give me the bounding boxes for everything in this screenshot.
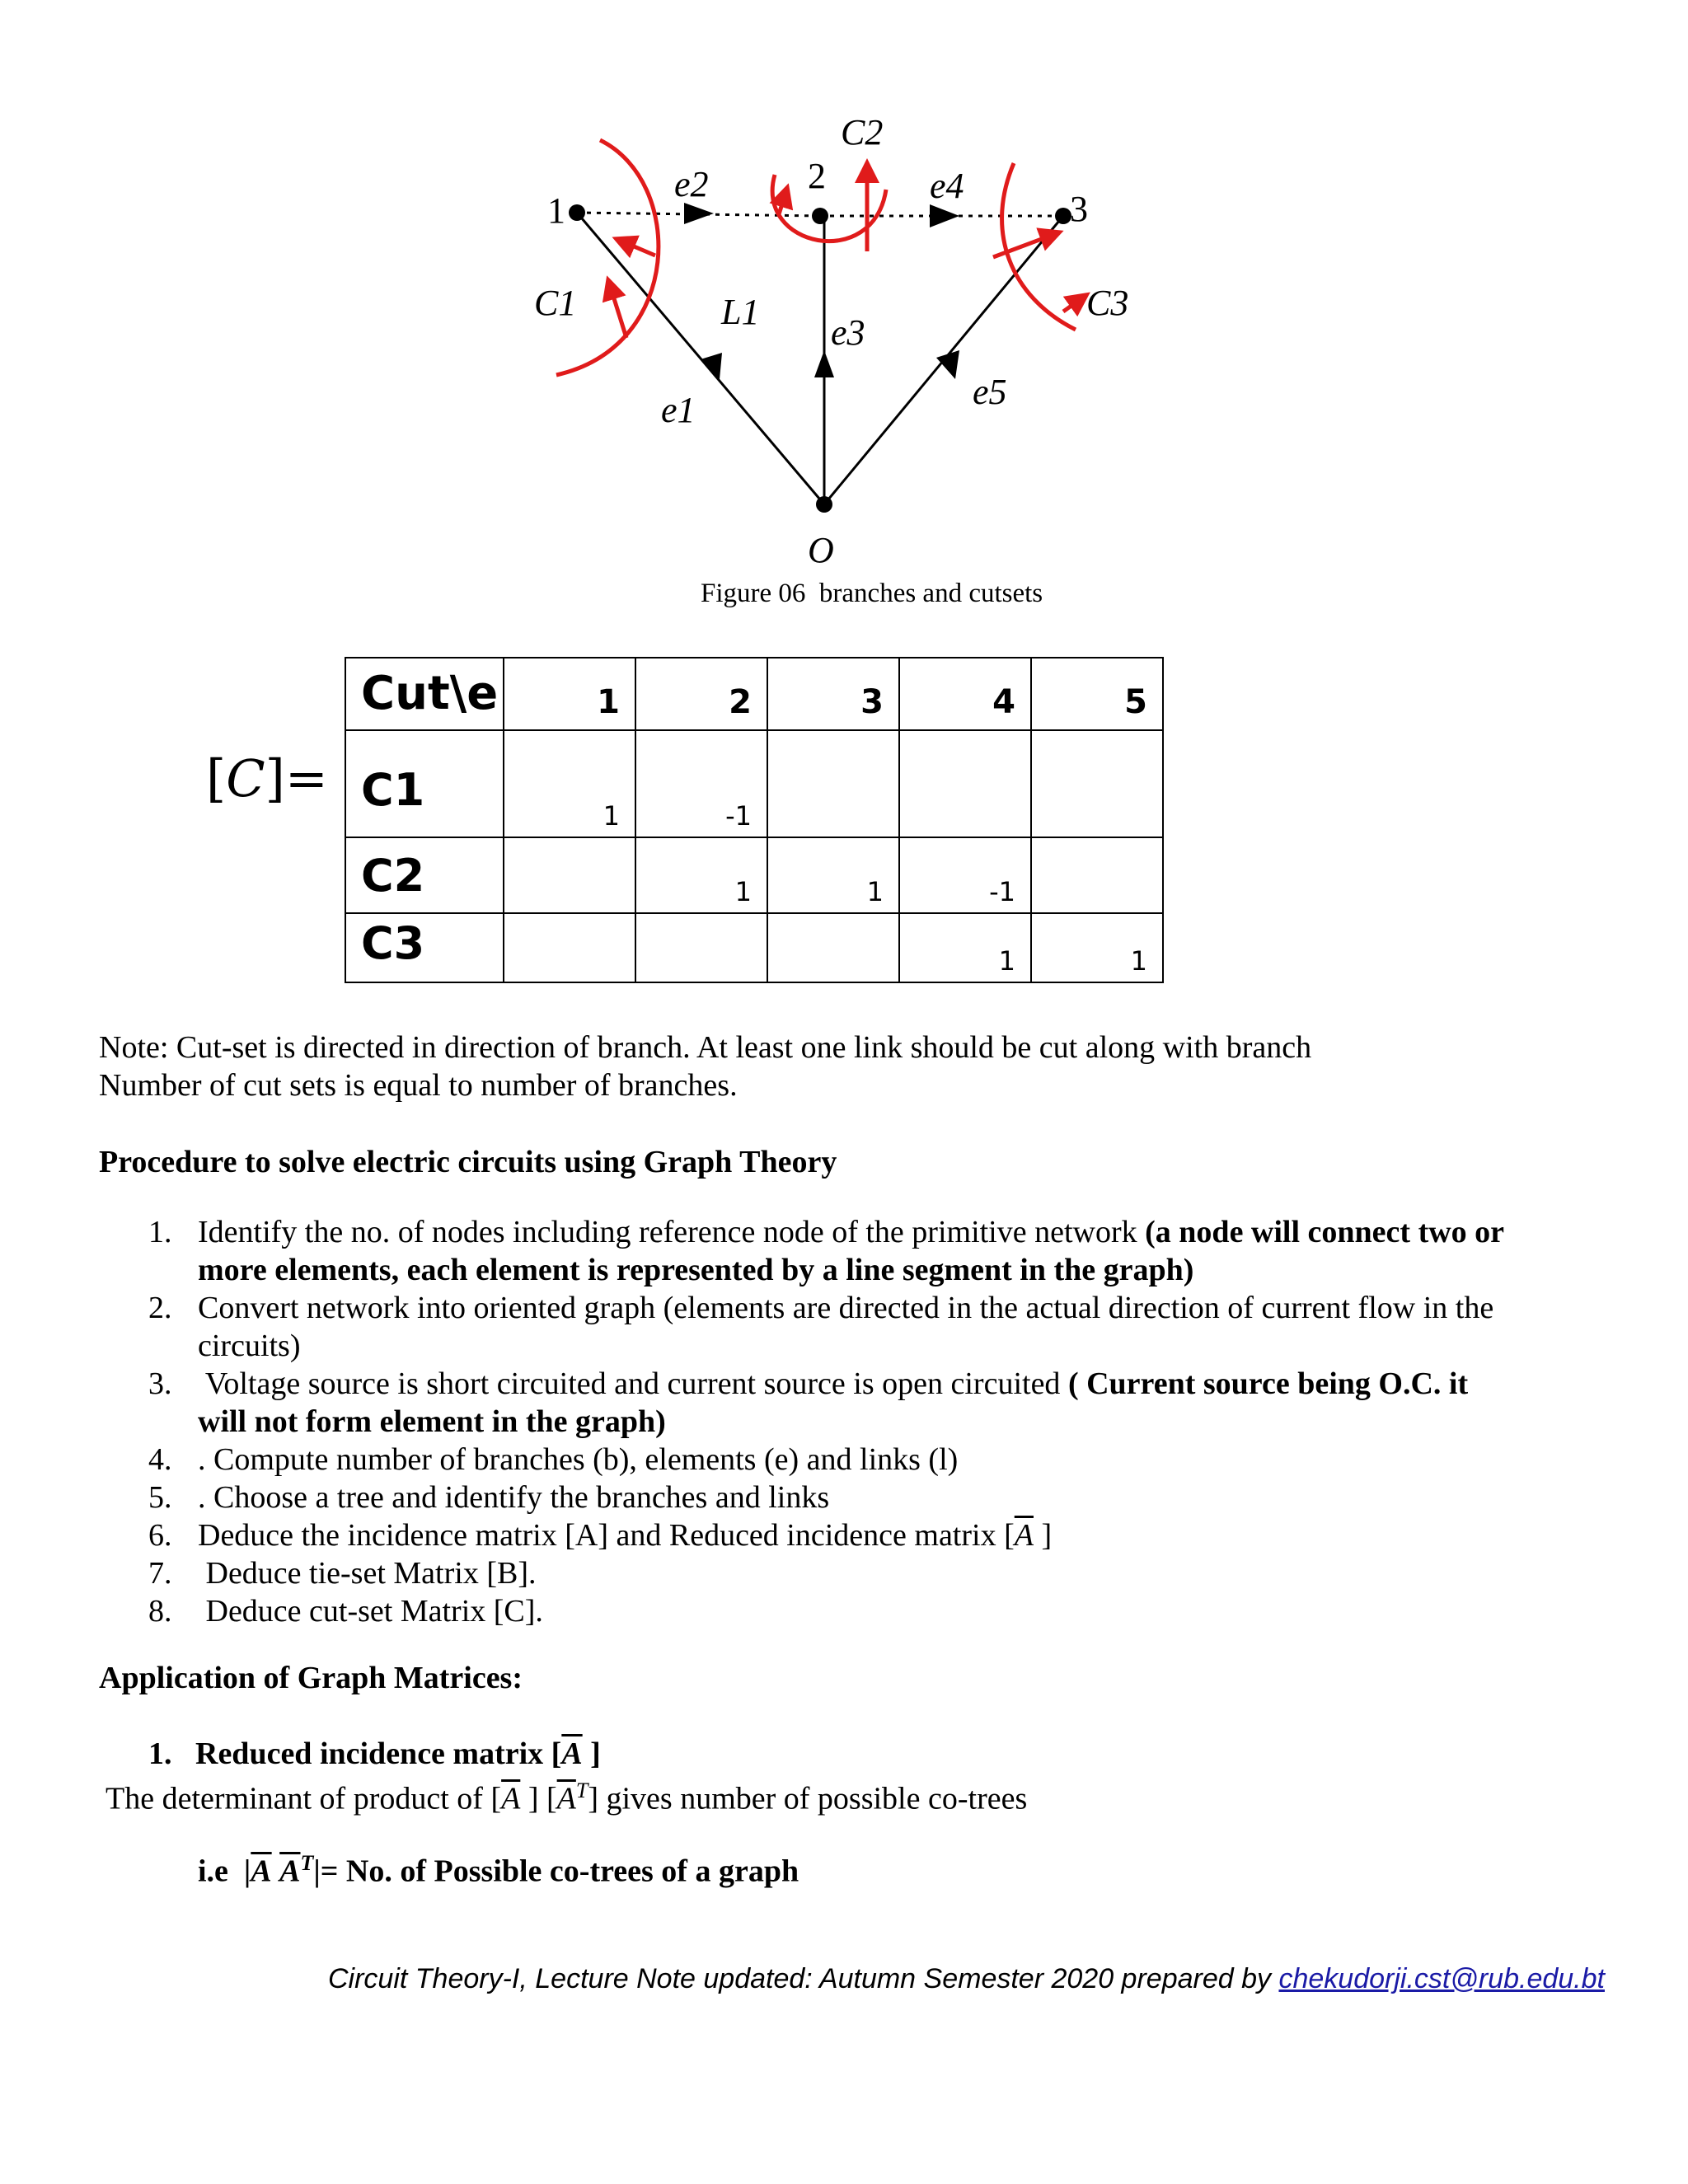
ie-text: i.e | (198, 1854, 251, 1889)
cell: 1 (734, 876, 752, 907)
procedure-heading: Procedure to solve electric circuits using Graph Theory (99, 1145, 837, 1179)
step-text: Convert network into oriented graph (elements are directed in the actual direction of current flow in the (198, 1291, 1494, 1325)
step-bold: will not form element in the graph) (198, 1404, 666, 1439)
step-text: . Compute number of branches (b), elements (e) and links (l) (198, 1442, 959, 1477)
a-bar-symbol: $\overline{A}$ (556, 1781, 576, 1816)
cutset-c2-label: C2 (841, 112, 884, 152)
edge-e2-label: e2 (674, 164, 709, 204)
cutset-c1-arc (556, 140, 659, 375)
step-text: . Choose a tree and identify the branches and links (198, 1480, 830, 1515)
figure-caption: Figure 06 branches and cutsets (701, 579, 1043, 608)
header-col-5: 5 (1124, 683, 1147, 721)
edge-e5-label: e5 (973, 372, 1007, 412)
list-item (148, 1592, 1582, 1630)
loop-l1-label: L1 (721, 292, 760, 332)
a-bar-symbol: $\overline{A}$ (501, 1781, 521, 1816)
node-origin-label: O (808, 530, 834, 570)
cell: -1 (725, 800, 752, 832)
step-text: Deduce the incidence matrix [A] and Reduced incidence matrix [ (198, 1518, 1015, 1553)
step-number: 5. (148, 1480, 172, 1515)
header-col-4: 4 (992, 683, 1015, 721)
cutset-c3-label: C3 (1086, 283, 1129, 323)
step-number: 3. (148, 1366, 172, 1401)
arrow-e3 (814, 350, 834, 377)
table-header-row (345, 658, 1163, 730)
cutset-c1-arrow-a (617, 239, 655, 255)
cell: 1 (998, 945, 1015, 977)
step-text: Deduce tie-set Matrix [B]. (198, 1556, 537, 1591)
cell: 1 (1130, 945, 1147, 977)
list-item (148, 1479, 1582, 1516)
step-number: 4. (148, 1442, 172, 1477)
node-2-label: 2 (808, 156, 826, 196)
node-3-label: 3 (1070, 189, 1088, 229)
list-item (148, 1213, 1582, 1289)
step-number: 7. (148, 1556, 172, 1591)
a-bar-symbol: $\overline{A}$ (251, 1854, 272, 1889)
header-col-3: 3 (860, 683, 884, 721)
edge-e4-label: e4 (930, 166, 964, 206)
application-item-1 (148, 1736, 601, 1772)
step-number: 8. (148, 1594, 172, 1629)
step-text: circuits) (198, 1329, 301, 1363)
note-line-1: Note: Cut-set is directed in direction of branch. At least one link should be cut along with branch (99, 1030, 1312, 1065)
node-origin-dot (816, 496, 832, 513)
list-item (148, 1441, 1582, 1479)
node-2-dot (812, 208, 828, 224)
list-item (148, 1289, 1582, 1365)
step-text: Voltage source is short circuited and current source is open circuited (198, 1366, 1068, 1401)
cutset-c2-arrow-b (779, 188, 787, 214)
arrow-e4 (930, 204, 959, 227)
item-title: Reduced incidence matrix [ (195, 1736, 562, 1771)
step-bold: ( Current source being O.C. it (1067, 1366, 1469, 1401)
edge-e3-label: e3 (831, 312, 865, 353)
edge-e1-label: e1 (661, 390, 696, 430)
application-ie-line (198, 1851, 799, 1890)
branch-e1-line (577, 213, 824, 504)
application-heading: Application of Graph Matrices: (99, 1661, 523, 1695)
step-bold: more elements, each element is represented by a line segment in the graph) (198, 1253, 1194, 1287)
item-number: 1. (148, 1736, 172, 1771)
desc-text: ] gives number of possible co-trees (588, 1781, 1028, 1816)
node-1-label: 1 (547, 190, 565, 231)
table-row (345, 913, 1163, 982)
list-item (148, 1516, 1582, 1554)
cutset-matrix-symbol: [C]= (206, 748, 328, 808)
step-number: 6. (148, 1518, 172, 1553)
table-row (345, 730, 1163, 837)
desc-text: ] [ (520, 1781, 557, 1816)
node-1-dot (569, 204, 585, 221)
cutset-c3-arrow-b (1063, 295, 1086, 312)
transpose-superscript: T (300, 1851, 314, 1875)
step-number: 1. (148, 1215, 172, 1249)
note-line-2: Number of cut sets is equal to number of branches. (99, 1068, 738, 1103)
table-row (345, 837, 1163, 913)
procedure-steps-list (148, 1213, 1582, 1630)
page-footer (328, 1963, 1605, 1995)
header-col-1: 1 (597, 683, 620, 721)
header-cut-e: Cut\e (361, 667, 499, 720)
a-bar-symbol: $\overline{A}$ (561, 1736, 583, 1771)
arrow-e2 (684, 203, 714, 224)
arrow-e1 (701, 353, 722, 379)
author-email-link[interactable]: chekudorji.cst@rub.edu.bt (1278, 1963, 1605, 1994)
step-bold: (a node will connect two or (1145, 1215, 1505, 1249)
step-text: ] (1033, 1518, 1053, 1553)
a-bar-symbol: $\overline{A}$ (279, 1854, 301, 1889)
graph-figure (0, 0, 1688, 626)
application-description (106, 1772, 1027, 1818)
node-3-dot (1055, 208, 1071, 224)
ie-text: |= No. of Possible co-trees of a graph (313, 1854, 799, 1889)
a-bar-symbol: $\overline{A}$ (1014, 1518, 1034, 1553)
list-item (148, 1365, 1582, 1441)
row-label-c1: C1 (361, 764, 425, 816)
desc-text: The determinant of product of [ (106, 1781, 502, 1816)
step-text: Deduce cut-set Matrix [C]. (198, 1594, 543, 1629)
row-label-c3: C3 (361, 917, 425, 969)
step-text: Identify the no. of nodes including reference node of the primitive network (198, 1215, 1146, 1249)
cutset-c1-arrow-b (608, 280, 626, 338)
cell: 1 (866, 876, 884, 907)
transpose-superscript: T (575, 1779, 588, 1802)
item-title-end: ] (582, 1736, 601, 1771)
row-label-c2: C2 (361, 850, 425, 902)
cutset-matrix-table (345, 657, 1164, 983)
cutset-c1-label: C1 (534, 283, 577, 323)
footer-text: Circuit Theory-I, Lecture Note updated: Autumn Semester 2020 prepared by (328, 1963, 1279, 1994)
header-col-2: 2 (729, 683, 752, 721)
step-number: 2. (148, 1291, 172, 1325)
list-item (148, 1554, 1582, 1592)
cell: -1 (989, 876, 1015, 907)
cell: 1 (603, 800, 620, 832)
